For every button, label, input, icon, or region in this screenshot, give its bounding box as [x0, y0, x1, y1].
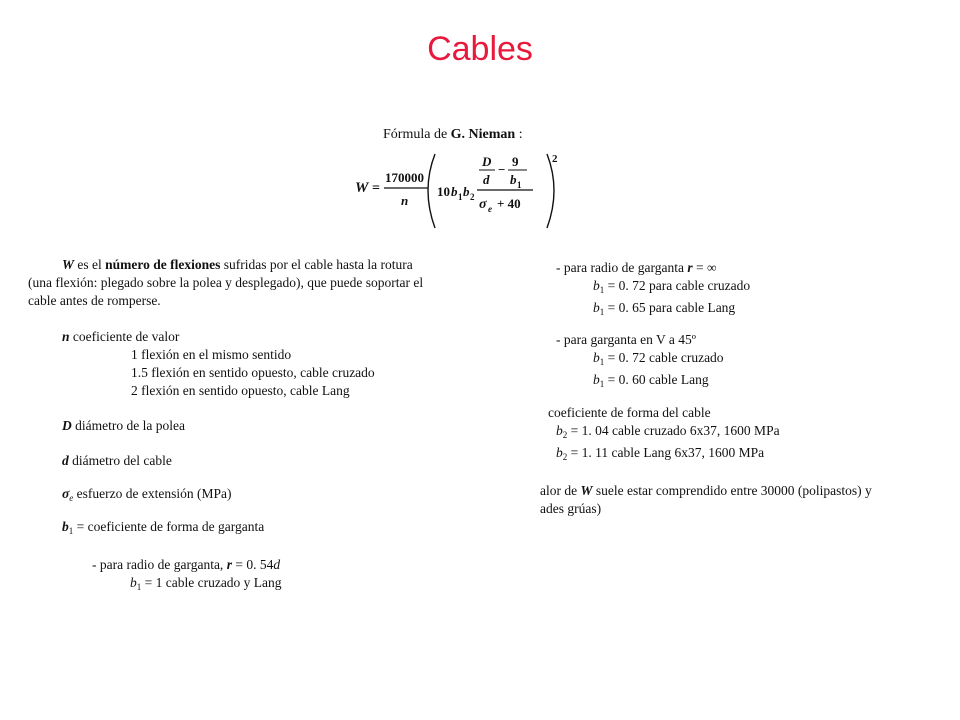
sigma-definition	[62, 485, 231, 507]
formula-inner-D: D	[482, 154, 492, 169]
slide-title: Cables	[427, 30, 533, 68]
D-symbol: D	[62, 418, 72, 433]
row-value: = 1. 04 cable cruzado 6x37, 1600 MPa	[567, 423, 780, 438]
radius-case-value: = 1 cable cruzado y Lang	[141, 575, 282, 590]
intro-line-2: (una flexión: plegado sobre la polea y desplegado), que puede soportar el	[28, 275, 424, 290]
b2-label: coeficiente de forma del cable	[548, 405, 711, 420]
b1-sub: 1	[68, 526, 74, 536]
n-definition	[62, 328, 179, 346]
v-groove-row	[556, 371, 724, 393]
formula-right-paren	[547, 154, 554, 228]
v-groove-line: - para garganta en V a 45º	[556, 332, 696, 347]
nieman-formula	[355, 150, 565, 232]
note-text-1: alor de	[540, 483, 581, 498]
note-W: W	[580, 483, 593, 498]
formula-svg	[355, 150, 565, 232]
infinite-radius-row	[556, 299, 750, 321]
sigma-symbol: σ	[62, 486, 70, 501]
formula-numerator: 170000	[385, 170, 424, 185]
formula-b1-sub: 1	[458, 192, 463, 202]
D-label: diámetro de la polea	[71, 418, 185, 433]
row-sub: 1	[599, 379, 605, 389]
infinite-radius-case	[556, 259, 750, 321]
radius-case-d: d	[273, 557, 281, 572]
sigma-label: esfuerzo de extensión (MPa)	[73, 486, 232, 501]
formula-inner-b1-sub: 1	[517, 180, 522, 190]
row-b: b	[593, 300, 600, 315]
formula-sigma: σ	[479, 197, 487, 212]
sigma-sub: e	[69, 493, 74, 503]
formula-lhs: W	[355, 180, 369, 196]
formula-sigma-sub: e	[488, 204, 492, 214]
note-line-2: ades grúas)	[540, 501, 602, 516]
row-b: b	[556, 445, 563, 460]
n-symbol: n	[62, 329, 70, 344]
note-text-2: suele estar comprendido entre 30000 (polipastos) y	[592, 483, 872, 498]
formula-left-paren	[428, 154, 435, 228]
radius-case-b: b	[130, 575, 137, 590]
row-sub: 1	[599, 357, 605, 367]
radius-case-line: - para radio de garganta,	[92, 557, 227, 572]
formula-denominator: n	[401, 193, 409, 208]
intro-text-1: es el	[74, 257, 106, 272]
formula-inner-b1: b	[510, 172, 517, 187]
row-b: b	[556, 423, 563, 438]
radius-case	[92, 556, 282, 596]
intro-line-3: cable antes de romperse.	[28, 293, 161, 308]
row-value: = 0. 60 cable Lang	[604, 372, 709, 387]
n-item: 1 flexión en el mismo sentido	[131, 347, 292, 362]
formula-exponent: 2	[552, 153, 558, 165]
formula-equals: =	[372, 181, 380, 196]
b1-definition	[62, 518, 264, 540]
n-item: 1.5 flexión en sentido opuesto, cable cruzado	[131, 365, 375, 380]
formula-coef: 10	[437, 184, 450, 199]
radius-case-sub: 1	[136, 582, 142, 592]
infinite-radius-row	[556, 277, 750, 299]
row-b: b	[593, 278, 600, 293]
formula-heading-name: G. Nieman	[450, 127, 516, 142]
b2-row	[548, 422, 780, 444]
v-groove-case	[556, 331, 724, 393]
intro-W: W	[62, 257, 75, 272]
infinite-radius-line: - para radio de garganta	[556, 260, 688, 275]
intro-bold: número de flexiones	[105, 257, 221, 272]
formula-heading	[383, 127, 523, 143]
intro-text-2: sufridas por el cable hasta la rotura	[220, 257, 413, 272]
formula-b2-sub: 2	[470, 192, 475, 202]
formula-b2: b	[463, 184, 470, 199]
n-items	[131, 346, 375, 400]
radius-case-r: r	[226, 557, 232, 572]
v-groove-row	[556, 349, 724, 371]
row-sub: 2	[562, 452, 568, 462]
formula-minus: −	[498, 162, 506, 177]
row-value: = 0. 72 cable cruzado	[604, 350, 724, 365]
D-definition	[62, 417, 185, 435]
formula-inner-9: 9	[512, 154, 519, 169]
formula-heading-suffix: :	[515, 127, 523, 142]
w-range-note	[540, 482, 872, 518]
intro-paragraph	[28, 256, 423, 310]
row-value: = 0. 65 para cable Lang	[604, 300, 736, 315]
b1-label: = coeficiente de forma de garganta	[73, 519, 265, 534]
d-label: diámetro del cable	[68, 453, 172, 468]
formula-b1: b	[451, 184, 458, 199]
b2-definition	[548, 404, 780, 466]
radius-case-eq: = 0. 54	[231, 557, 274, 572]
row-sub: 2	[562, 430, 568, 440]
b1-symbol: b	[62, 519, 69, 534]
n-item: 2 flexión en sentido opuesto, cable Lang	[131, 383, 350, 398]
infinite-radius-eq: = ∞	[692, 260, 717, 275]
d-symbol: d	[62, 453, 69, 468]
row-sub: 1	[599, 285, 605, 295]
row-b: b	[593, 350, 600, 365]
formula-plus40: + 40	[497, 196, 521, 211]
b2-row	[548, 444, 780, 466]
intro-line-1	[28, 256, 423, 274]
d-definition	[62, 452, 172, 470]
n-label: coeficiente de valor	[69, 329, 180, 344]
row-value: = 1. 11 cable Lang 6x37, 1600 MPa	[567, 445, 765, 460]
formula-inner-d: d	[483, 172, 490, 187]
row-b: b	[593, 372, 600, 387]
row-sub: 1	[599, 307, 605, 317]
formula-heading-prefix: Fórmula de	[383, 127, 451, 142]
infinite-radius-r: r	[687, 260, 693, 275]
row-value: = 0. 72 para cable cruzado	[604, 278, 751, 293]
